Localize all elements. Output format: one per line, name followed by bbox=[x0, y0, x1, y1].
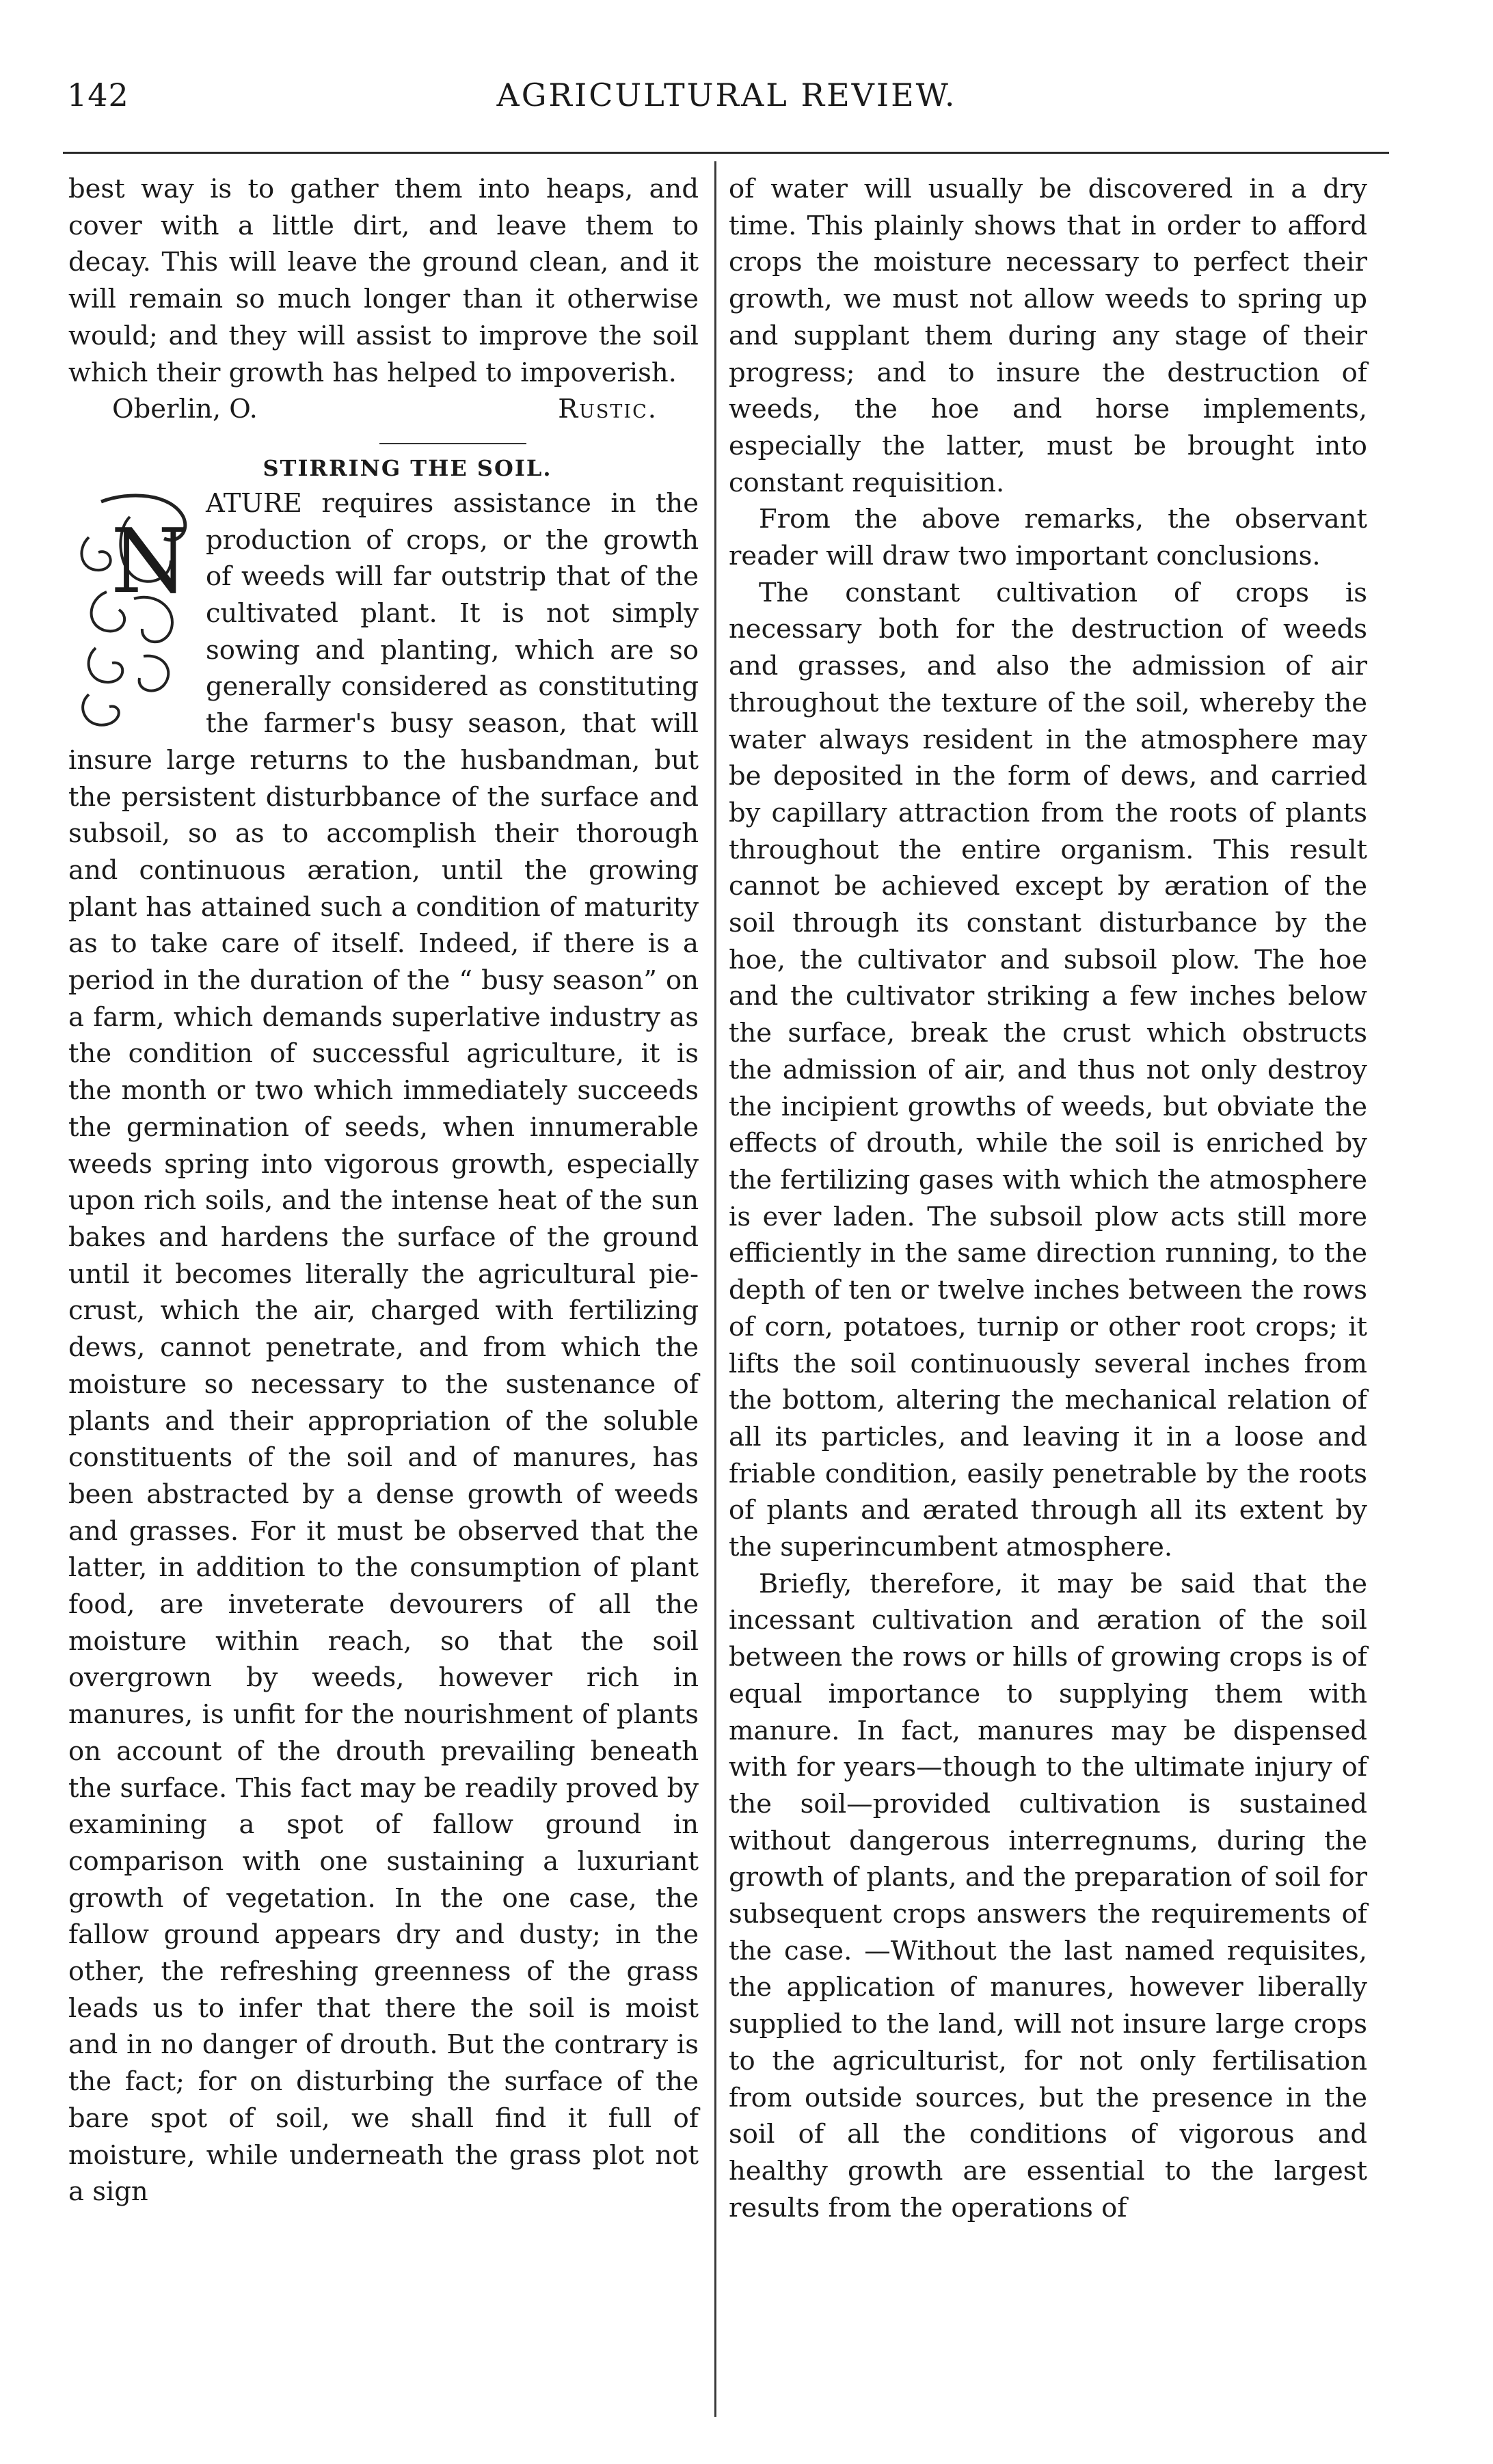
header-rule bbox=[63, 152, 1389, 154]
running-head: AGRICULTURAL REVIEW. bbox=[496, 77, 957, 113]
article-opening-paragraph: ATURE requires assistance in the production of crops, or the growth of weeds will far outstrip that of the cultivated plant. It is not simply sowing and planting, which are so generally considered as constituting the farmer's busy season, that will insure large returns to the husbandman, but the persistent disturbbance of the surface and subsoil, so as to accomplish their thorough and continuous æration, until the growing plant has attained such a condition of maturity as to take care of itself. Indeed, if there is a period in the duration of the “ busy season” on a farm, which demands superlative industry as the condition of successful agriculture, it is the month or two which immediately succeeds the germination of seeds, when innumerable weeds spring into vigorous growth, especially upon rich soils, and the intense heat of the sun bakes and hardens the surface of the ground until it becomes literally the agricultural pie-crust, which the air, charged with fertilizing dews, cannot penetrate, and from which the moisture so necessary to the sustenance of plants and their appropriation of the soluble constituents of the soil and of manures, has been abstracted by a dense growth of weeds and grasses. For it must be observed that the latter, in addition to the consumption of plant food, are inveterate devourers of all the moisture within reach, so that the soil overgrown by weeds, however rich in manures, is unfit for the nourishment of plants on account of the drouth prevailing beneath the surface. This fact may be readily proved by examining a spot of fallow ground in comparison with one sustaining a luxuriant growth of vegetation. In the one case, the fallow ground appears dry and dusty; in the other, the refreshing greenness of the grass leads us to infer that there the soil is moist and in no danger of drouth. But the contrary is the fact; for on disturbing the surface of the bare spot of soil, we shall find it full of moisture, while underneath the grass plot not a sign bbox=[68, 487, 699, 2208]
right-column bbox=[729, 171, 1367, 2226]
column-divider bbox=[714, 161, 716, 2417]
page-number: 142 bbox=[67, 77, 129, 113]
page-header bbox=[67, 77, 1386, 124]
drop-cap-letter: N bbox=[111, 509, 189, 613]
section-divider-rule bbox=[379, 443, 526, 444]
ornamental-drop-cap bbox=[68, 489, 195, 735]
right-paragraph-1: of water will usually be discovered in a dry time. This plainly shows that in order to afford crops the moisture necessary to perfect their growth, we must not allow weeds to spring up and supplant them during any stage of their progress; and to insure the destruction of weeds, the hoe and horse implements, especially the latter, must be brought into constant requisition. bbox=[729, 174, 1367, 498]
drop-cap-ornament-icon bbox=[68, 489, 195, 735]
right-paragraph-4: Briefly, therefore, it may be said that the incessant cultivation and æration of the soil between the rows or hills of growing crops is of equal importance to supplying them with manure. In fact, manures may be dispensed with for years—though to the ultimate injury of the soil—provided cultivation is sustained without dangerous interregnums, during the growth of plants, and the preparation of soil for subsequent crops answers the requirements of the case. —Without the last named requisites, the application of manures, however liberally supplied to the land, will not insure large crops to the agriculturist, for not only fertilisation from outside sources, but the presence in the soil of all the conditions of vigorous and healthy growth are essential to the largest results from the operations of bbox=[729, 1568, 1367, 2223]
signature-line bbox=[68, 391, 699, 428]
carryover-paragraph: best way is to gather them into heaps, and cover with a little dirt, and leave them to decay. This will leave the ground clean, and it will remain so much longer than it otherwise would; and they will assist to improve the soil which their growth has helped to impoverish. bbox=[68, 174, 699, 388]
signature-place: Oberlin, O. bbox=[112, 394, 258, 425]
right-paragraph-2: From the above remarks, the observant reader will draw two important conclusions. bbox=[729, 504, 1367, 572]
right-paragraph-3: The constant cultivation of crops is necessary both for the destruction of weeds and grasses, and also the admission of air throughout the texture of the soil, whereby the water always resident in the atmosphere may be deposited in the form of dews, and carried by capillary attraction from the roots of plants throughout the entire organism. This result cannot be achieved except by æration of the soil through its constant disturbance by the hoe, the cultivator and subsoil plow. The hoe and the cultivator striking a few inches below the surface, break the crust which obstructs the admission of air, and thus not only destroy the incipient growths of weeds, but obviate the effects of drouth, while the soil is enriched by the fertilizing gases with which the atmosphere is ever laden. The subsoil plow acts still more efficiently in the same direction running, to the depth of ten or twelve inches between the rows of corn, potatoes, turnip or other root crops; it lifts the soil continuously several inches from the bottom, altering the mechanical relation of all its particles, and leaving it in a loose and friable condition, easily penetrable by the roots of plants and ærated through all its extent by the superincumbent atmosphere. bbox=[729, 577, 1367, 1563]
left-column bbox=[68, 171, 699, 2210]
signature-name: Rustic. bbox=[558, 394, 658, 425]
section-title: STIRRING THE SOIL. bbox=[263, 455, 552, 481]
